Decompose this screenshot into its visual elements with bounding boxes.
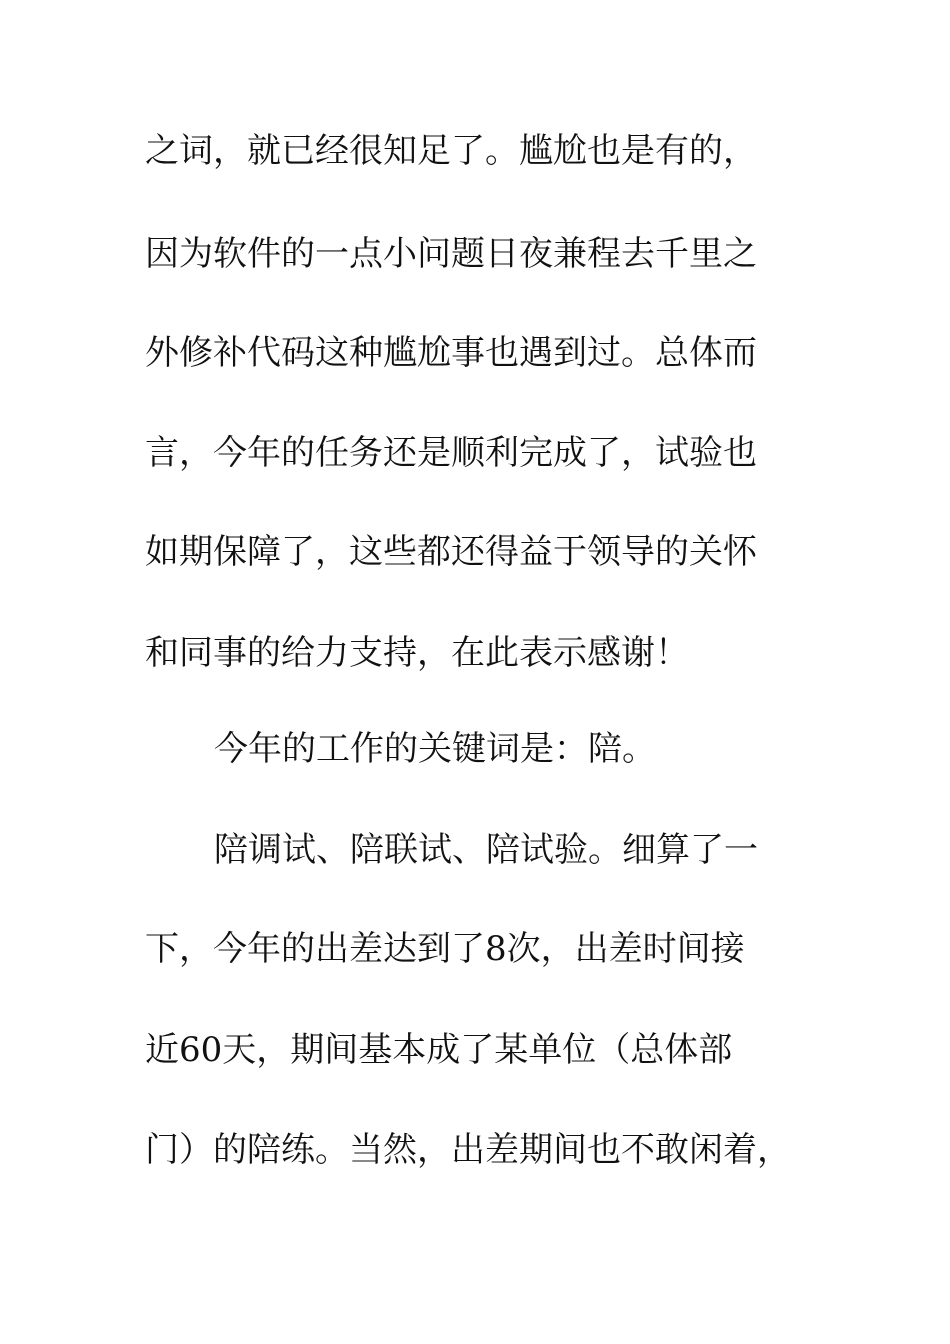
text-line-2: 因为软件的一点小问题日夜兼程去千里之 xyxy=(145,234,757,274)
text-line-8: 陪调试、陪联试、陪试验。细算了一 xyxy=(214,830,758,870)
text-line-3: 外修补代码这种尴尬事也遇到过。总体而 xyxy=(145,333,757,373)
text-line-6: 和同事的给力支持，在此表示感谢！ xyxy=(145,633,689,673)
text-line-5: 如期保障了，这些都还得益于领导的关怀 xyxy=(145,532,757,572)
text-line-1: 之词，就已经很知足了。尴尬也是有的， xyxy=(145,131,757,171)
text-line-7: 今年的工作的关键词是：陪。 xyxy=(214,729,656,769)
text-line-10: 近60天，期间基本成了某单位（总体部 xyxy=(145,1030,733,1070)
text-line-11: 门）的陪练。当然，出差期间也不敢闲着， xyxy=(145,1130,791,1170)
text-line-9: 下，今年的出差达到了8次，出差时间接 xyxy=(145,929,745,969)
text-line-4: 言，今年的任务还是顺利完成了，试验也 xyxy=(145,433,757,473)
